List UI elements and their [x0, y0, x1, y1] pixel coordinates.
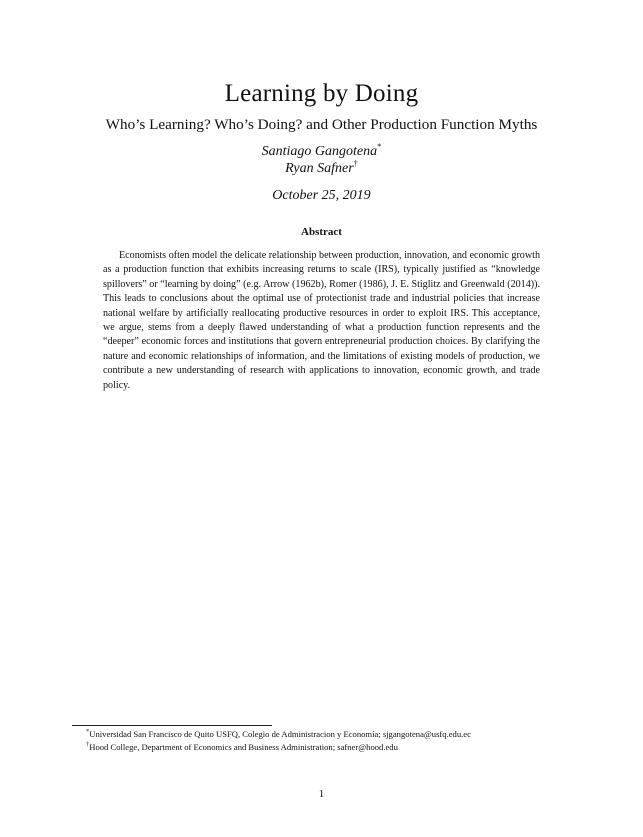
footnote	[72, 728, 571, 741]
footnotes	[72, 728, 571, 754]
footnote-text: Hood College, Department of Economics and Business Administration; safner@hood.edu	[89, 742, 398, 753]
author-name: Santiago Gangotena	[261, 144, 378, 159]
abstract-heading: Abstract	[301, 226, 342, 238]
author-line	[0, 141, 643, 160]
paper-date: October 25, 2019	[272, 188, 371, 203]
abstract-text: Economists often model the delicate relationship between production, innovation, and economic growth as a production function that exhibits increasing returns to scale (IRS), typically justified as “knowledge spillovers” or “learning by doing” (e.g. Arrow (1962b), Romer (1986), J. E. Stiglitz and Greenwald (2014)). This leads to conclusions about the optimal use of protectionist trade and industrial policies that increase national welfare by artificially reallocating productive resources in order to exploit IRS. This acceptance, we argue, stems from a deeply flawed understanding of what a production function represents and the “deeper” economic forces and institutions that govern entrepreneurial production choices. By clarifying the nature and economic relationships of information, and the limitations of existing models of production, we contribute a new understanding of research with applications to innovation, economic growth, and trade policy.	[103, 250, 540, 391]
author-name: Ryan Safner	[285, 161, 354, 176]
paper-subtitle: Who’s Learning? Who’s Doing? and Other Production Function Myths	[105, 116, 538, 133]
author-footnote-mark[interactable]: *	[377, 141, 382, 151]
footnote-text: Universidad San Francisco de Quito USFQ, Colegio de Administracion y Economía; sjgangotena@usfq.edu.ec	[89, 729, 471, 739]
footnote-mark: †	[86, 741, 90, 749]
author-line	[0, 158, 643, 177]
footnote	[72, 741, 571, 754]
footnote-mark: *	[86, 728, 90, 735]
paper-title: Learning by Doing	[224, 80, 419, 107]
author-footnote-mark[interactable]: †	[353, 158, 358, 168]
page-number: 1	[318, 788, 325, 800]
footnote-divider	[72, 725, 272, 726]
